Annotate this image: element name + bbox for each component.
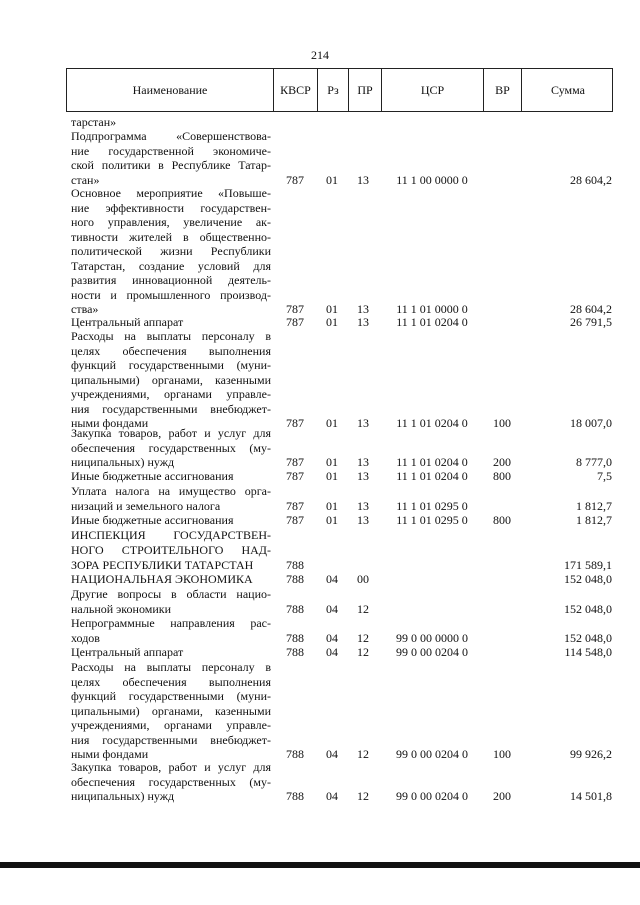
row-name [71, 115, 271, 130]
cell-vr: 200 [493, 789, 511, 803]
row-name-line: Другие вопросы в области нацио- [71, 587, 271, 601]
cell-kvsr: 787 [286, 498, 304, 513]
cell-kvsr: 787 [286, 315, 304, 329]
cell-kvsr: 788 [286, 789, 304, 803]
row-name-line: тарстан» [71, 115, 117, 129]
column-header-sum: Сумма [551, 82, 585, 97]
row-name-line: низаций и земельного налога [71, 498, 221, 513]
row-name-line: целях обеспечения выполнения [71, 674, 271, 689]
row-name-line: Иные бюджетные ассигнования [71, 469, 234, 483]
cell-csr: 11 1 01 0295 0 [396, 513, 468, 527]
row-name-line: Непрограммные направления рас- [71, 616, 271, 630]
cell-kvsr: 787 [286, 302, 304, 316]
row-name-line: Закупка товаров, работ и услуг для [71, 426, 271, 440]
cell-kvsr: 787 [286, 513, 304, 527]
row-name-line: НАЦИОНАЛЬНАЯ ЭКОНОМИКА [71, 572, 253, 586]
cell-kvsr: 787 [286, 172, 304, 187]
row-name-line: Подпрограмма «Совершенствова- [71, 129, 271, 143]
column-header-vr: ВР [484, 69, 522, 111]
cell-csr: 11 1 01 0204 0 [396, 455, 468, 469]
row-name-line: обеспечения государственных (му- [71, 440, 271, 455]
cell-rz: 04 [326, 572, 338, 586]
row-name [71, 760, 271, 804]
cell-rz: 01 [326, 513, 338, 527]
cell-rz: 04 [326, 747, 338, 761]
cell-sum: 99 926,2 [570, 747, 612, 761]
column-header-kvsr: КВСР [274, 69, 318, 111]
cell-csr: 11 1 01 0204 0 [396, 469, 468, 483]
row-name-line: ства» [71, 302, 99, 316]
cell-vr: 200 [493, 455, 511, 469]
cell-pr: 12 [357, 630, 369, 645]
cell-vr: 100 [493, 747, 511, 761]
cell-vr: 100 [493, 416, 511, 430]
cell-sum: 152 048,0 [564, 630, 612, 645]
page-number: 214 [311, 48, 329, 62]
cell-sum: 26 791,5 [570, 315, 612, 329]
cell-kvsr: 788 [286, 630, 304, 645]
column-header-pr: ПР [349, 69, 382, 111]
row-name [71, 587, 271, 616]
row-name-line: политической жизни Республики [71, 244, 271, 258]
cell-sum: 28 604,2 [570, 302, 612, 316]
row-name-line: нальной экономики [71, 601, 171, 616]
cell-rz: 01 [326, 498, 338, 513]
row-name-line: ниципальных) нужд [71, 455, 175, 469]
cell-sum: 18 007,0 [570, 416, 612, 430]
row-name [71, 329, 271, 431]
cell-rz: 04 [326, 630, 338, 645]
row-name [71, 426, 271, 470]
row-name [71, 469, 271, 484]
cell-csr: 11 1 00 0000 0 [396, 172, 468, 187]
row-name-line: ской политики в Республике Татар- [71, 158, 271, 172]
row-name-line: ципальными) органами, казенными [71, 703, 271, 718]
row-name-line: Татарстан, создание условий для [71, 258, 271, 273]
cell-pr: 13 [357, 455, 369, 469]
cell-pr: 12 [357, 747, 369, 761]
cell-pr: 13 [357, 302, 369, 316]
row-name-line: Закупка товаров, работ и услуг для [71, 760, 271, 774]
cell-vr: 800 [493, 469, 511, 483]
cell-pr: 12 [357, 789, 369, 803]
cell-sum: 1 812,7 [576, 498, 612, 513]
row-name-line: функций государственными (муни- [71, 358, 271, 372]
cell-sum: 7,5 [597, 469, 612, 483]
cell-rz: 01 [326, 455, 338, 469]
row-name-line: Центральный аппарат [71, 315, 184, 329]
row-name [71, 572, 271, 587]
cell-pr: 13 [357, 498, 369, 513]
cell-csr: 99 0 00 0204 0 [396, 789, 468, 803]
cell-pr: 13 [357, 172, 369, 187]
row-name [71, 129, 271, 187]
row-name [71, 315, 271, 330]
cell-pr: 13 [357, 513, 369, 527]
cell-sum: 171 589,1 [564, 558, 612, 572]
cell-sum: 152 048,0 [564, 601, 612, 616]
row-name-line: стан» [71, 172, 100, 187]
row-name-line: учреждениями, органами управле- [71, 387, 271, 401]
row-name-line: ниципальных) нужд [71, 789, 175, 803]
cell-csr: 11 1 01 0204 0 [396, 416, 468, 430]
row-name-line: ИНСПЕКЦИЯ ГОСУДАРСТВЕН- [71, 528, 271, 542]
cell-kvsr: 788 [286, 645, 304, 659]
cell-rz: 04 [326, 789, 338, 803]
cell-sum: 8 777,0 [576, 455, 612, 469]
scan-border-bar [0, 862, 640, 868]
cell-pr: 00 [357, 572, 369, 586]
row-name-line: функций государственными (муни- [71, 689, 271, 703]
cell-kvsr: 788 [286, 601, 304, 616]
cell-csr: 11 1 01 0204 0 [396, 315, 468, 329]
cell-kvsr: 788 [286, 558, 304, 572]
column-header-name: Наименование [67, 69, 274, 111]
cell-sum: 1 812,7 [576, 513, 612, 527]
row-name-line: учреждениями, органами управле- [71, 718, 271, 732]
cell-vr: 800 [493, 513, 511, 527]
cell-rz: 04 [326, 645, 338, 659]
row-name-line: Расходы на выплаты персоналу в [71, 660, 271, 674]
row-name [71, 645, 271, 660]
cell-rz: 01 [326, 302, 338, 316]
row-name-line: тивности жителей в общественно- [71, 229, 271, 244]
row-name-line: Центральный аппарат [71, 645, 184, 659]
cell-kvsr: 788 [286, 747, 304, 761]
cell-csr: 11 1 01 0000 0 [396, 302, 468, 316]
row-name [71, 186, 271, 317]
row-name [71, 528, 271, 573]
row-name-line: НОГО СТРОИТЕЛЬНОГО НАД- [71, 543, 271, 557]
cell-csr: 99 0 00 0204 0 [396, 645, 468, 659]
row-name-line: Иные бюджетные ассигнования [71, 513, 234, 527]
row-name-line: ности и промышленного производ- [71, 287, 271, 302]
cell-sum: 152 048,0 [564, 572, 612, 586]
cell-rz: 01 [326, 315, 338, 329]
cell-csr: 99 0 00 0204 0 [396, 747, 468, 761]
row-name-line: обеспечения государственных (му- [71, 774, 271, 789]
cell-pr: 13 [357, 469, 369, 483]
row-name-line: ние государственной экономиче- [71, 143, 271, 158]
row-name-line: ными фондами [71, 416, 149, 430]
row-name [71, 660, 271, 762]
row-name-line: ходов [71, 630, 100, 645]
row-name-line: Уплата налога на имущество орга- [71, 484, 271, 498]
cell-rz: 01 [326, 469, 338, 483]
row-name-line: целях обеспечения выполнения [71, 343, 271, 358]
row-name-line: ного управления, увеличение ак- [71, 215, 271, 229]
row-name-line: ЗОРА РЕСПУБЛИКИ ТАТАРСТАН [71, 558, 254, 572]
cell-csr: 99 0 00 0000 0 [396, 630, 468, 645]
cell-kvsr: 787 [286, 455, 304, 469]
cell-rz: 01 [326, 416, 338, 430]
cell-kvsr: 787 [286, 416, 304, 430]
cell-kvsr: 788 [286, 572, 304, 586]
row-name-line: ципальными) органами, казенными [71, 372, 271, 387]
row-name [71, 616, 271, 645]
row-name [71, 484, 271, 513]
cell-pr: 13 [357, 416, 369, 430]
cell-csr: 11 1 01 0295 0 [396, 498, 468, 513]
row-name-line: ние эффективности государствен- [71, 200, 271, 215]
cell-kvsr: 787 [286, 469, 304, 483]
row-name-line: развития инновационной деятель- [71, 273, 271, 287]
cell-sum: 14 501,8 [570, 789, 612, 803]
cell-rz: 04 [326, 601, 338, 616]
cell-sum: 28 604,2 [570, 172, 612, 187]
row-name-line: ния государственными внебюджет- [71, 401, 271, 416]
row-name [71, 513, 271, 528]
cell-rz: 01 [326, 172, 338, 187]
cell-pr: 12 [357, 645, 369, 659]
row-name-line: ными фондами [71, 747, 149, 761]
row-name-line: Основное мероприятие «Повыше- [71, 186, 271, 200]
column-header-rz: Рз [318, 69, 349, 111]
cell-pr: 13 [357, 315, 369, 329]
row-name-line: ния государственными внебюджет- [71, 732, 271, 747]
column-header-csr: ЦСР [382, 69, 484, 111]
cell-sum: 114 548,0 [564, 645, 612, 659]
cell-pr: 12 [357, 601, 369, 616]
row-name-line: Расходы на выплаты персоналу в [71, 329, 271, 343]
